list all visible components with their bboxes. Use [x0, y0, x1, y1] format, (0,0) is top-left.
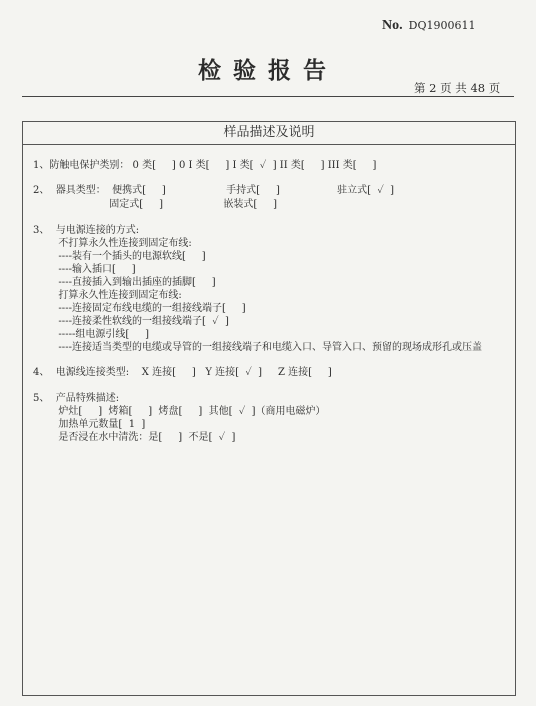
special-description-heading: 5、 产品特殊描述:: [33, 393, 120, 404]
connection-option: ----连接固定布线电缆的一组接线端子[ ]: [33, 303, 246, 314]
section-heading: 样品描述及说明: [23, 122, 515, 145]
appliance-type-line: 2、 器具类型： 便携式[ ] 手持式[ ] 驻立式[ ✓ ]: [33, 185, 395, 196]
header-divider: [22, 96, 514, 97]
report-number-value: DQ1900611: [408, 19, 476, 32]
connection-option: -----组电源引线[ ]: [33, 329, 150, 340]
cord-connection-type: 4、 电源线连接类型: X 连接[ ] Y 连接[ ✓ ] Z 连接[ ]: [33, 367, 332, 378]
special-description-line: 炉灶[ ] 烤箱[ ] 烤盘[ ] 其他[ ✓ ]（商用电磁炉）: [33, 406, 326, 417]
connection-method-heading: 3、 与电源连接的方式:: [33, 225, 140, 236]
protection-class-line: 1、防触电保护类别： 0 类[ ] 0 I 类[ ] I 类[ ✓ ] II 类[ ] III 类[ ]: [33, 160, 377, 171]
heating-unit-count: 加热单元数量[ 1 ]: [33, 419, 146, 430]
page-indicator: 第 2 页 共 48 页: [414, 81, 501, 95]
connection-permanent: 打算永久性连接到固定布线:: [33, 290, 182, 301]
connection-option: ----直接插入到输出插座的插脚[ ]: [33, 277, 216, 288]
report-title: 检验报告: [198, 57, 338, 84]
report-number-label: No.: [382, 18, 403, 33]
connection-option: ----装有一个插头的电源软线[ ]: [33, 251, 206, 262]
connection-option: ----输入插口[ ]: [33, 264, 136, 275]
appliance-type-line-2: 固定式[ ] 嵌装式[ ]: [33, 199, 278, 210]
section-content: [23, 145, 515, 443]
connection-option: ----连接适当类型的电缆或导管的一组接线端子和电缆入口、导管入口、预留的现场成形孔或压盖: [33, 342, 482, 353]
sample-description-box: [22, 121, 516, 696]
report-number: [382, 18, 475, 34]
connection-option: ----连接柔性软线的一组接线端子[ ✓ ]: [33, 316, 229, 327]
connection-non-permanent: 不打算永久性连接到固定布线:: [33, 238, 192, 249]
water-immersion-line: 是否浸在水中清洗：是[ ] 不是[ ✓ ]: [33, 432, 236, 443]
